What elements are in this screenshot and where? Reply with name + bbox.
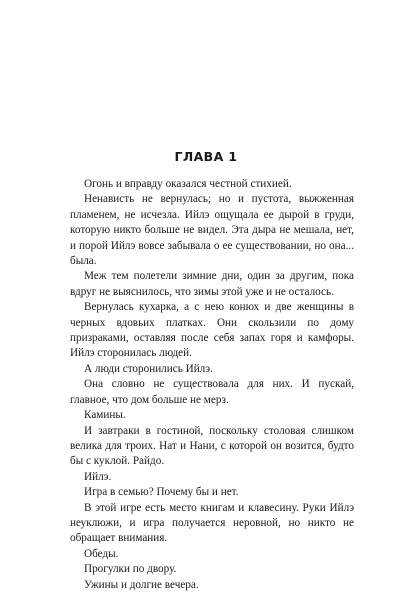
paragraph: Ненависть не вернулась; но и пустота, выжженная пламенем, не исчезла. Ийлэ ощущала ее дырой в груди, которую никто больше не видел. Эта дыра не мешала, нет, и порой Ийлэ вовсе забывала о ее существовании, но она... была. <box>70 193 354 268</box>
paragraph: Прогулки по двору. <box>84 563 177 576</box>
paragraph: Огонь и вправду оказался честной стихией. <box>84 178 292 190</box>
paragraph: Меж тем полетели зимние дни, один за другим, пока вдруг не выяснилось, что зимы этой уже и не осталось. <box>70 270 354 298</box>
paragraph: Камины. <box>84 409 126 422</box>
chapter-text <box>70 177 354 593</box>
paragraph: Вернулась кухарка, а с нею конюх и две женщины в черных вдовьих платках. Они скользили по дому призраками, оставляя после себя запах горя и камфоры. Ийлэ сторонилась людей. <box>70 301 354 360</box>
paragraph: В этой игре есть место книгам и клавесину. Руки Ийлэ неуклюжи, и игра получается неровной, но никто не обращает внимания. <box>70 501 354 545</box>
paragraph: Игра в семью? Почему бы и нет. <box>84 486 239 499</box>
chapter-title: ГЛАВА 1 <box>174 149 238 164</box>
paragraph: Она словно не существовала для них. И пускай, главное, что дом больше не мерз. <box>70 378 354 406</box>
paragraph: Ийлэ. <box>84 470 112 483</box>
paragraph: Обеды. <box>84 547 119 560</box>
paragraph: А люди сторонились Ийлэ. <box>84 362 213 375</box>
paragraph: Ужины и долгие вечера. <box>84 578 199 591</box>
paragraph: И завтраки в гостиной, поскольку столовая слишком велика для троих. Нат и Нани, с которой он возится, будто бы с куклой. Райдо. <box>70 424 354 468</box>
